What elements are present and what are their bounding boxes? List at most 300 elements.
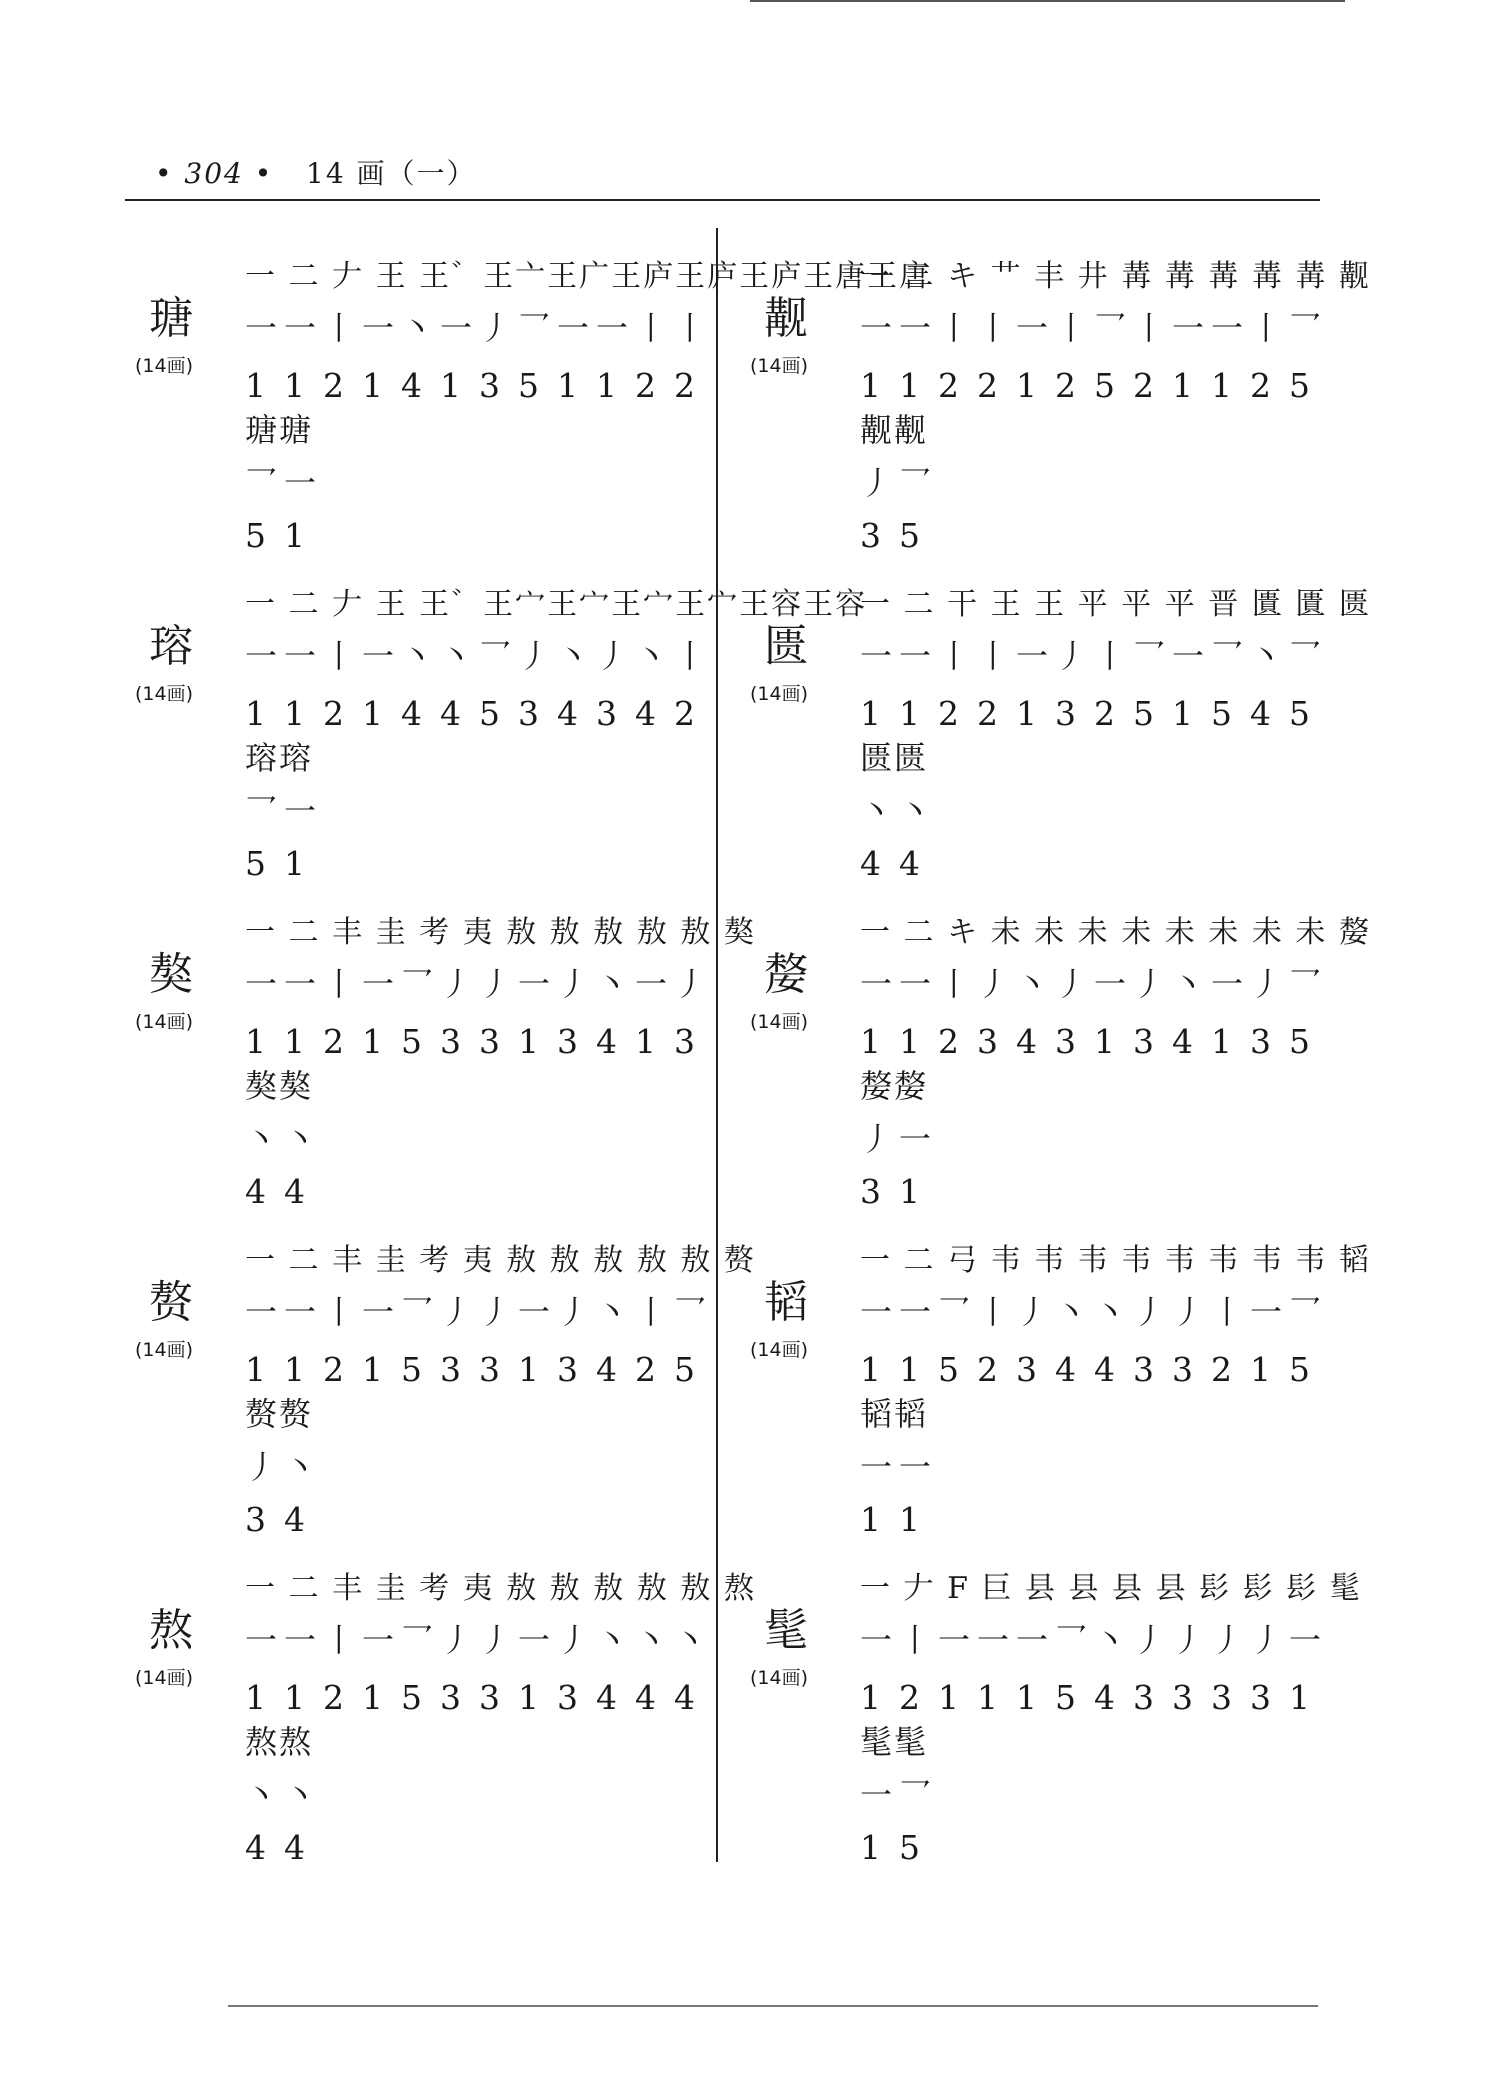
stroke-number: 1 (860, 1350, 881, 1389)
stroke-shape: 一 (557, 309, 590, 347)
stroke-number: 1 (860, 366, 881, 405)
stroke-number: 2 (977, 1350, 998, 1389)
stroke-number: 3 (245, 1500, 266, 1539)
stroke-shape: 一 (245, 965, 278, 1003)
stroke-number: 1 (1016, 366, 1037, 405)
stroke-shape: 丶 (1094, 1621, 1127, 1659)
stroke-number: 3 (674, 1022, 695, 1061)
stroke-shape: 丨 (1094, 637, 1127, 675)
stroke-shape: 一 (596, 309, 629, 347)
stroke-shape: 丨 (938, 309, 971, 347)
stroke-number: 1 (518, 1022, 539, 1061)
stroke-shape: 丨 (1133, 309, 1166, 347)
stroke-number: 2 (977, 366, 998, 405)
stroke-count: (14画) (750, 1667, 809, 1689)
stroke-shapes (860, 1617, 1328, 1663)
stroke-shape: 丿 (1211, 1621, 1244, 1659)
stroke-numbers-continued (245, 1497, 323, 1543)
stroke-shape: 丶 (401, 637, 434, 675)
stroke-count: (14画) (750, 1339, 809, 1361)
stroke-number: 1 (284, 366, 305, 405)
stroke-number: 1 (245, 366, 266, 405)
stroke-number: 2 (323, 1022, 344, 1061)
stroke-numbers (245, 1675, 713, 1721)
stroke-shape: 一 (860, 965, 893, 1003)
stroke-shape: 丿 (1133, 965, 1166, 1003)
stroke-count: (14画) (135, 355, 194, 377)
stroke-shape: 丨 (1055, 309, 1088, 347)
stroke-numbers-continued (245, 1169, 323, 1215)
stroke-shape: 一 (284, 637, 317, 675)
stroke-number: 4 (899, 844, 920, 883)
stroke-shape: 一 (284, 792, 317, 830)
stroke-shapes (860, 633, 1328, 679)
stroke-number: 1 (362, 1350, 383, 1389)
character-entry (135, 1239, 755, 1567)
stroke-number: 1 (284, 1350, 305, 1389)
stroke-number: 1 (938, 1678, 959, 1717)
stroke-shape: 丨 (323, 637, 356, 675)
stroke-numbers (860, 1675, 1328, 1721)
stroke-shape: 一 (440, 309, 473, 347)
stroke-shape: 乛 (938, 1293, 971, 1331)
stroke-shapes (860, 305, 1328, 351)
right-column (750, 255, 1370, 1895)
stroke-shape: 丨 (938, 637, 971, 675)
stroke-number: 3 (860, 1172, 881, 1211)
stroke-number: 4 (635, 1678, 656, 1717)
stroke-shape: 一 (245, 1621, 278, 1659)
stroke-stages-continued: 赘赘 (245, 1395, 314, 1433)
stroke-number: 2 (1211, 1350, 1232, 1389)
stroke-number: 3 (1016, 1350, 1037, 1389)
stroke-number: 1 (362, 1022, 383, 1061)
stroke-shape: 丨 (635, 309, 668, 347)
stroke-number: 1 (284, 1022, 305, 1061)
stroke-shape: 丶 (860, 792, 893, 830)
entry-character: 觏 (764, 293, 808, 344)
top-edge-rule (750, 0, 1345, 2)
stroke-shape: 乛 (1094, 309, 1127, 347)
stroke-shape: 丿 (479, 1621, 512, 1659)
stroke-number: 1 (860, 1022, 881, 1061)
character-entry (135, 911, 755, 1239)
stroke-number: 3 (440, 1350, 461, 1389)
stroke-shape: 一 (1172, 309, 1205, 347)
stroke-stages-continued: 嫠嫠 (860, 1067, 929, 1105)
stroke-shape: 乛 (479, 637, 512, 675)
entry-character: 赘 (149, 1277, 193, 1328)
stroke-count: (14画) (750, 683, 809, 705)
stroke-number: 2 (938, 366, 959, 405)
stroke-shape: 乛 (899, 1776, 932, 1814)
stroke-numbers-continued (860, 841, 938, 887)
stroke-number: 1 (1172, 694, 1193, 733)
stroke-shape: 一 (362, 1293, 395, 1331)
stroke-stages: 一 𠂇 F 巨 县 县 县 县 髟 髟 髟 髦 (860, 1571, 1362, 1606)
stroke-number: 5 (401, 1022, 422, 1061)
stroke-number: 5 (479, 694, 500, 733)
entry-character: 嫠 (764, 949, 808, 1000)
stroke-stages: 一 二 キ 艹 丰 井 冓 冓 冓 冓 冓 觏 (860, 259, 1371, 294)
stroke-number: 1 (518, 1678, 539, 1717)
stroke-count: (14画) (750, 355, 809, 377)
stroke-numbers-continued (860, 513, 938, 559)
stroke-shape: 丿 (1250, 965, 1283, 1003)
stroke-number: 2 (1055, 366, 1076, 405)
stroke-shape: 丨 (674, 309, 707, 347)
stroke-stages-continued: 觏觏 (860, 411, 929, 449)
stroke-shape: 一 (899, 309, 932, 347)
stroke-number: 4 (440, 694, 461, 733)
stroke-number: 1 (1172, 366, 1193, 405)
stroke-shape: 丿 (977, 965, 1010, 1003)
stroke-number: 1 (440, 366, 461, 405)
stroke-shape: 一 (1250, 1293, 1283, 1331)
stroke-shape: 一 (284, 1621, 317, 1659)
stroke-shape: 一 (860, 637, 893, 675)
stroke-number: 5 (899, 1828, 920, 1867)
stroke-shape: 一 (245, 637, 278, 675)
stroke-stages-continued: 獒獒 (245, 1067, 314, 1105)
stroke-number: 1 (899, 1022, 920, 1061)
stroke-shape: 丿 (860, 464, 893, 502)
stroke-shape: 一 (899, 1120, 932, 1158)
stroke-number: 1 (635, 1022, 656, 1061)
stroke-number: 1 (362, 694, 383, 733)
entry-character: 瑭 (149, 293, 193, 344)
stroke-shape: 丶 (284, 1448, 317, 1486)
stroke-shape: 乛 (401, 1293, 434, 1331)
stroke-shape: 丨 (323, 309, 356, 347)
stroke-number: 3 (1055, 694, 1076, 733)
stroke-number: 2 (323, 694, 344, 733)
stroke-stages-continued: 熬熬 (245, 1723, 314, 1761)
stroke-shape: 丿 (1133, 1621, 1166, 1659)
stroke-shape: 丶 (557, 637, 590, 675)
stroke-number: 2 (323, 366, 344, 405)
stroke-shape: 丨 (977, 637, 1010, 675)
stroke-number: 1 (284, 516, 305, 555)
stroke-numbers-continued (860, 1825, 938, 1871)
stroke-number: 3 (1211, 1678, 1232, 1717)
stroke-shape: 丶 (401, 309, 434, 347)
stroke-shape: 丿 (1250, 1621, 1283, 1659)
character-entry (750, 1239, 1370, 1567)
stroke-number: 3 (1172, 1350, 1193, 1389)
entry-character: 韬 (764, 1277, 808, 1328)
stroke-shape: 丶 (635, 1621, 668, 1659)
stroke-number: 2 (938, 1022, 959, 1061)
stroke-shape: 丨 (977, 309, 1010, 347)
entry-character: 獒 (149, 949, 193, 1000)
stroke-number: 2 (323, 1678, 344, 1717)
stroke-number: 5 (1094, 366, 1115, 405)
stroke-numbers (245, 1019, 713, 1065)
stroke-shape: 丶 (899, 792, 932, 830)
stroke-number: 2 (635, 366, 656, 405)
stroke-number: 4 (284, 1500, 305, 1539)
stroke-shape: 一 (899, 1293, 932, 1331)
stroke-number: 1 (899, 1350, 920, 1389)
stroke-number: 3 (1172, 1678, 1193, 1717)
stroke-shape: 丿 (245, 1448, 278, 1486)
stroke-shape: 乛 (245, 792, 278, 830)
stroke-number: 1 (245, 694, 266, 733)
stroke-numbers-continued (245, 1825, 323, 1871)
stroke-shape: 一 (284, 965, 317, 1003)
stroke-stages: 一 二 干 王 王 平 平 平 晋 匱 匱 匮 (860, 587, 1371, 622)
section-title: 14 画（一） (306, 157, 477, 190)
stroke-number: 1 (899, 1172, 920, 1211)
stroke-numbers (245, 1347, 713, 1393)
header-rule (125, 199, 1320, 201)
stroke-shape: 乛 (674, 1293, 707, 1331)
stroke-stages-continued: 髦髦 (860, 1723, 929, 1761)
stroke-shapes-continued (860, 460, 938, 506)
stroke-shape: 丿 (440, 1293, 473, 1331)
stroke-shape: 丿 (479, 965, 512, 1003)
stroke-shape: 乛 (1289, 637, 1322, 675)
stroke-number: 2 (1094, 694, 1115, 733)
page-header: • 304 • 14 画（一） (155, 157, 477, 190)
stroke-number: 1 (1016, 694, 1037, 733)
stroke-shape: 丿 (1055, 637, 1088, 675)
stroke-number: 5 (674, 1350, 695, 1389)
stroke-shape: 丿 (1172, 1293, 1205, 1331)
stroke-number: 1 (1016, 1678, 1037, 1717)
stroke-shape: 乛 (401, 1621, 434, 1659)
stroke-number: 1 (1211, 1022, 1232, 1061)
stroke-shape: 丶 (1055, 1293, 1088, 1331)
stroke-shape: 丿 (440, 965, 473, 1003)
stroke-number: 1 (899, 1500, 920, 1539)
stroke-numbers (245, 691, 713, 737)
stroke-number: 5 (1211, 694, 1232, 733)
stroke-shape: 一 (245, 309, 278, 347)
stroke-shape: 丶 (245, 1776, 278, 1814)
stroke-number: 3 (977, 1022, 998, 1061)
stroke-shape: 丿 (1133, 1293, 1166, 1331)
stroke-number: 3 (518, 694, 539, 733)
stroke-stages: 一 二 丰 圭 考 夷 敖 敖 敖 敖 敖 熬 (245, 1571, 756, 1606)
stroke-stages: 一 二 𠂇 王 王゛王宀王宀王宀王宀王容王容 (245, 587, 868, 622)
stroke-number: 2 (635, 1350, 656, 1389)
stroke-shape: 丿 (557, 1621, 590, 1659)
stroke-number: 5 (1055, 1678, 1076, 1717)
entry-character: 瑢 (149, 621, 193, 672)
character-entry (750, 911, 1370, 1239)
stroke-number: 1 (899, 366, 920, 405)
stroke-number: 1 (245, 1022, 266, 1061)
stroke-shape: 丨 (938, 965, 971, 1003)
stroke-number: 4 (245, 1172, 266, 1211)
stroke-shape: 丨 (674, 637, 707, 675)
stroke-number: 3 (479, 1350, 500, 1389)
stroke-number: 4 (401, 694, 422, 733)
stroke-shape: 丨 (323, 965, 356, 1003)
entry-character: 髦 (764, 1605, 808, 1656)
stroke-shape: 乛 (518, 309, 551, 347)
stroke-stages: 一 二 丰 圭 考 夷 敖 敖 敖 敖 敖 赘 (245, 1243, 756, 1278)
stroke-number: 5 (245, 516, 266, 555)
stroke-shapes-continued (860, 1772, 938, 1818)
stroke-number: 1 (518, 1350, 539, 1389)
stroke-shape: 丨 (1211, 1293, 1244, 1331)
stroke-number: 1 (860, 694, 881, 733)
stroke-shape: 丿 (479, 309, 512, 347)
stroke-number: 1 (899, 694, 920, 733)
stroke-numbers (860, 691, 1328, 737)
stroke-number: 4 (1055, 1350, 1076, 1389)
stroke-shape: 丿 (596, 637, 629, 675)
stroke-number: 2 (1250, 366, 1271, 405)
stroke-number: 4 (284, 1172, 305, 1211)
stroke-number: 1 (1094, 1022, 1115, 1061)
stroke-stages-continued: 匮匮 (860, 739, 929, 777)
stroke-number: 3 (1250, 1022, 1271, 1061)
stroke-numbers (245, 363, 713, 409)
stroke-numbers-continued (245, 841, 323, 887)
stroke-shape: 乛 (1289, 1293, 1322, 1331)
stroke-shape: 丿 (1055, 965, 1088, 1003)
stroke-number: 3 (1133, 1678, 1154, 1717)
stroke-shape: 丿 (518, 637, 551, 675)
stroke-shape: 丿 (557, 1293, 590, 1331)
stroke-shape: 乛 (899, 464, 932, 502)
stroke-shape: 一 (860, 1448, 893, 1486)
stroke-count: (14画) (750, 1011, 809, 1033)
stroke-number: 5 (1133, 694, 1154, 733)
stroke-number: 4 (674, 1678, 695, 1717)
stroke-shape: 丶 (245, 1120, 278, 1158)
stroke-shape: 一 (977, 1621, 1010, 1659)
stroke-shape: 丶 (284, 1120, 317, 1158)
stroke-shape: 丨 (323, 1293, 356, 1331)
stroke-shape: 一 (635, 965, 668, 1003)
stroke-number: 3 (479, 1022, 500, 1061)
stroke-numbers (860, 1019, 1328, 1065)
stroke-shape: 一 (899, 1448, 932, 1486)
stroke-number: 1 (362, 366, 383, 405)
stroke-shape: 一 (1094, 965, 1127, 1003)
character-entry (135, 1567, 755, 1895)
stroke-count: (14画) (135, 1667, 194, 1689)
stroke-numbers-continued (245, 513, 323, 559)
stroke-number: 3 (1133, 1350, 1154, 1389)
stroke-stages: 一 二 丰 圭 考 夷 敖 敖 敖 敖 敖 獒 (245, 915, 756, 950)
stroke-number: 2 (674, 366, 695, 405)
stroke-number: 5 (1289, 694, 1310, 733)
stroke-number: 2 (1133, 366, 1154, 405)
stroke-number: 4 (1016, 1022, 1037, 1061)
stroke-number: 3 (479, 366, 500, 405)
stroke-shape: 一 (1016, 1621, 1049, 1659)
stroke-shapes-continued (245, 1116, 323, 1162)
stroke-stages: 一 二 弓 韦 韦 韦 韦 韦 韦 韦 韦 韬 (860, 1243, 1371, 1278)
stroke-shape: 一 (518, 1293, 551, 1331)
stroke-number: 1 (284, 1678, 305, 1717)
stroke-shape: 丨 (1250, 309, 1283, 347)
stroke-shape: 一 (284, 1293, 317, 1331)
stroke-shape: 一 (1016, 309, 1049, 347)
stroke-number: 1 (596, 366, 617, 405)
stroke-shape: 一 (284, 309, 317, 347)
stroke-number: 5 (899, 516, 920, 555)
stroke-shape: 乛 (401, 965, 434, 1003)
stroke-shape: 乛 (1289, 309, 1322, 347)
stroke-shapes-continued (860, 1116, 938, 1162)
stroke-number: 1 (1250, 1350, 1271, 1389)
stroke-shape: 一 (362, 637, 395, 675)
stroke-number: 1 (362, 1678, 383, 1717)
stroke-shape: 乛 (1055, 1621, 1088, 1659)
stroke-shape: 丿 (1016, 1293, 1049, 1331)
stroke-numbers-continued (860, 1497, 938, 1543)
stroke-number: 1 (860, 1678, 881, 1717)
stroke-number: 5 (518, 366, 539, 405)
stroke-shape: 一 (362, 965, 395, 1003)
stroke-stages-continued: 瑭瑭 (245, 411, 314, 449)
stroke-number: 4 (284, 1828, 305, 1867)
stroke-number: 5 (401, 1350, 422, 1389)
stroke-numbers (860, 1347, 1328, 1393)
stroke-number: 4 (401, 366, 422, 405)
stroke-number: 4 (635, 694, 656, 733)
stroke-stages-continued: 瑢瑢 (245, 739, 314, 777)
stroke-number: 1 (284, 694, 305, 733)
stroke-shape: 丨 (635, 1293, 668, 1331)
stroke-stages-continued: 韬韬 (860, 1395, 929, 1433)
stroke-number: 5 (1289, 1022, 1310, 1061)
stroke-number: 3 (557, 1678, 578, 1717)
stroke-shape: 丶 (596, 1621, 629, 1659)
stroke-number: 3 (596, 694, 617, 733)
stroke-shape: 乛 (1289, 965, 1322, 1003)
stroke-number: 3 (860, 516, 881, 555)
stroke-shape: 一 (899, 637, 932, 675)
stroke-shape: 丶 (1250, 637, 1283, 675)
stroke-number: 4 (245, 1828, 266, 1867)
stroke-number: 1 (284, 844, 305, 883)
stroke-shape: 丿 (557, 965, 590, 1003)
stroke-number: 2 (938, 694, 959, 733)
stroke-number: 2 (674, 694, 695, 733)
stroke-shape: 一 (284, 464, 317, 502)
stroke-number: 1 (245, 1350, 266, 1389)
stroke-shapes-continued (245, 460, 323, 506)
stroke-number: 1 (557, 366, 578, 405)
stroke-number: 5 (1289, 1350, 1310, 1389)
stroke-number: 4 (557, 694, 578, 733)
stroke-shape: 一 (899, 965, 932, 1003)
stroke-number: 3 (440, 1022, 461, 1061)
stroke-number: 4 (596, 1350, 617, 1389)
stroke-shape: 丿 (860, 1120, 893, 1158)
stroke-shape: 一 (518, 965, 551, 1003)
stroke-shape: 一 (518, 1621, 551, 1659)
stroke-number: 1 (245, 1678, 266, 1717)
stroke-shapes (860, 961, 1328, 1007)
stroke-shape: 一 (362, 309, 395, 347)
stroke-number: 4 (596, 1022, 617, 1061)
character-entry (750, 1567, 1370, 1895)
stroke-shape: 丶 (635, 637, 668, 675)
stroke-number: 4 (1172, 1022, 1193, 1061)
stroke-number: 4 (596, 1678, 617, 1717)
stroke-shape: 丿 (674, 965, 707, 1003)
stroke-shapes (245, 961, 713, 1007)
